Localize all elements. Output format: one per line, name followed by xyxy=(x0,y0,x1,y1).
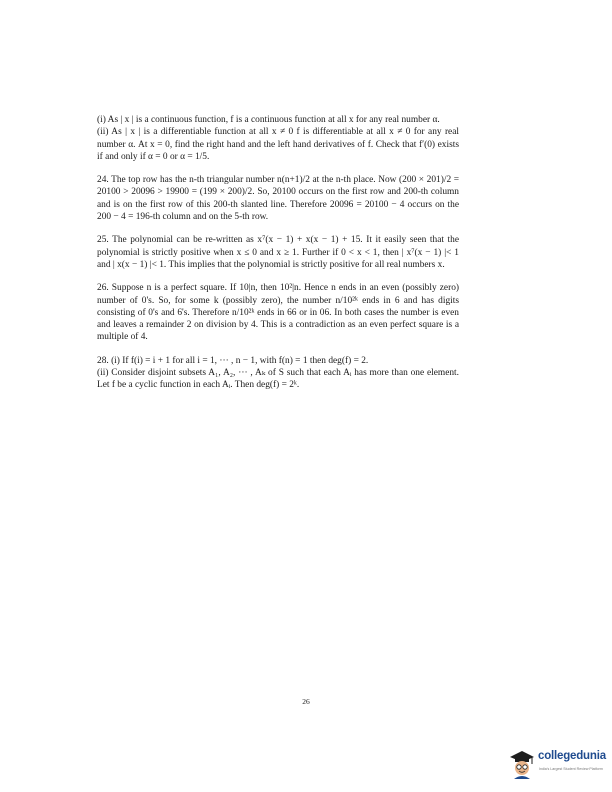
paragraph-continuity xyxy=(97,114,459,163)
graduate-mascot-icon xyxy=(508,749,536,779)
paragraph-q26 xyxy=(97,282,459,343)
paragraph-line: (ii) Consider disjoint subsets A₁, A₂, ··· , Aₖ of S such that each Aᵢ has more than one element. Let f be a cyclic function in each Aᵢ. Then deg(f) = 2ᵏ. xyxy=(97,368,459,391)
brand-name: collegedunia xyxy=(538,750,606,762)
brand-tagline: India's Largest Student Review Platform xyxy=(539,767,603,771)
paragraph-line: 25. The polynomial can be re-written as x⁷(x − 1) + x(x − 1) + 15. It it easily seen that the polynomial is strictly positive when x ≤ 0 and x ≥ 1. Further if 0 < x < 1, then | x⁷(x − 1) |< 1 and | x(x − 1) |< 1. This implies that the polynomial is strictly positive for all real numbers x. xyxy=(97,235,459,270)
paragraph-q28 xyxy=(97,355,459,392)
paragraph-line: 26. Suppose n is a perfect square. If 10|n, then 10²|n. Hence n ends in an even (possibly zero) number of 0's. So, for some k (possibly zero), the number n/10²ᵏ ends in 6 and has digits consisting of 0's and 6's. Therefore n/10²ᵏ ends in 66 or in 06. In both cases the number is even and leaves a remainder 2 on division by 4. This is a contradiction as an even perfect square is a multiple of 4. xyxy=(97,283,459,343)
paragraph-q25 xyxy=(97,234,459,271)
answer-text xyxy=(97,114,459,403)
paragraph-line: (ii) As | x | is a differentiable function at all x ≠ 0 f is differentiable at all x ≠ 0 for any real number α. At x = 0, find the right hand and the left hand derivatives of f. Check that f′(0) exists if and only if α = 0 or α = 1/5. xyxy=(97,127,459,162)
paragraph-line: 28. (i) If f(i) = i + 1 for all i = 1, ··· , n − 1, with f(n) = 1 then deg(f) = 2. xyxy=(97,355,369,366)
collegedunia-logo xyxy=(508,747,608,781)
paragraph-q24 xyxy=(97,174,459,223)
paragraph-line: 24. The top row has the n-th triangular number n(n+1)/2 at the n-th place. Now (200 × 201)/2 = 20100 > 20096 > 19900 = (199 × 200)/2. So, 20100 occurs on the first row and 200-th column and is on the first row of this 200-th slanted line. Therefore 20096 = 20100 − 4 occurs on the 200 − 4 = 196-th column and on the 5-th row. xyxy=(97,175,459,223)
paragraph-line: (i) As | x | is a continuous function, f is a continuous function at all x for any real number α. xyxy=(97,115,440,125)
page-number: 26 xyxy=(302,697,310,706)
